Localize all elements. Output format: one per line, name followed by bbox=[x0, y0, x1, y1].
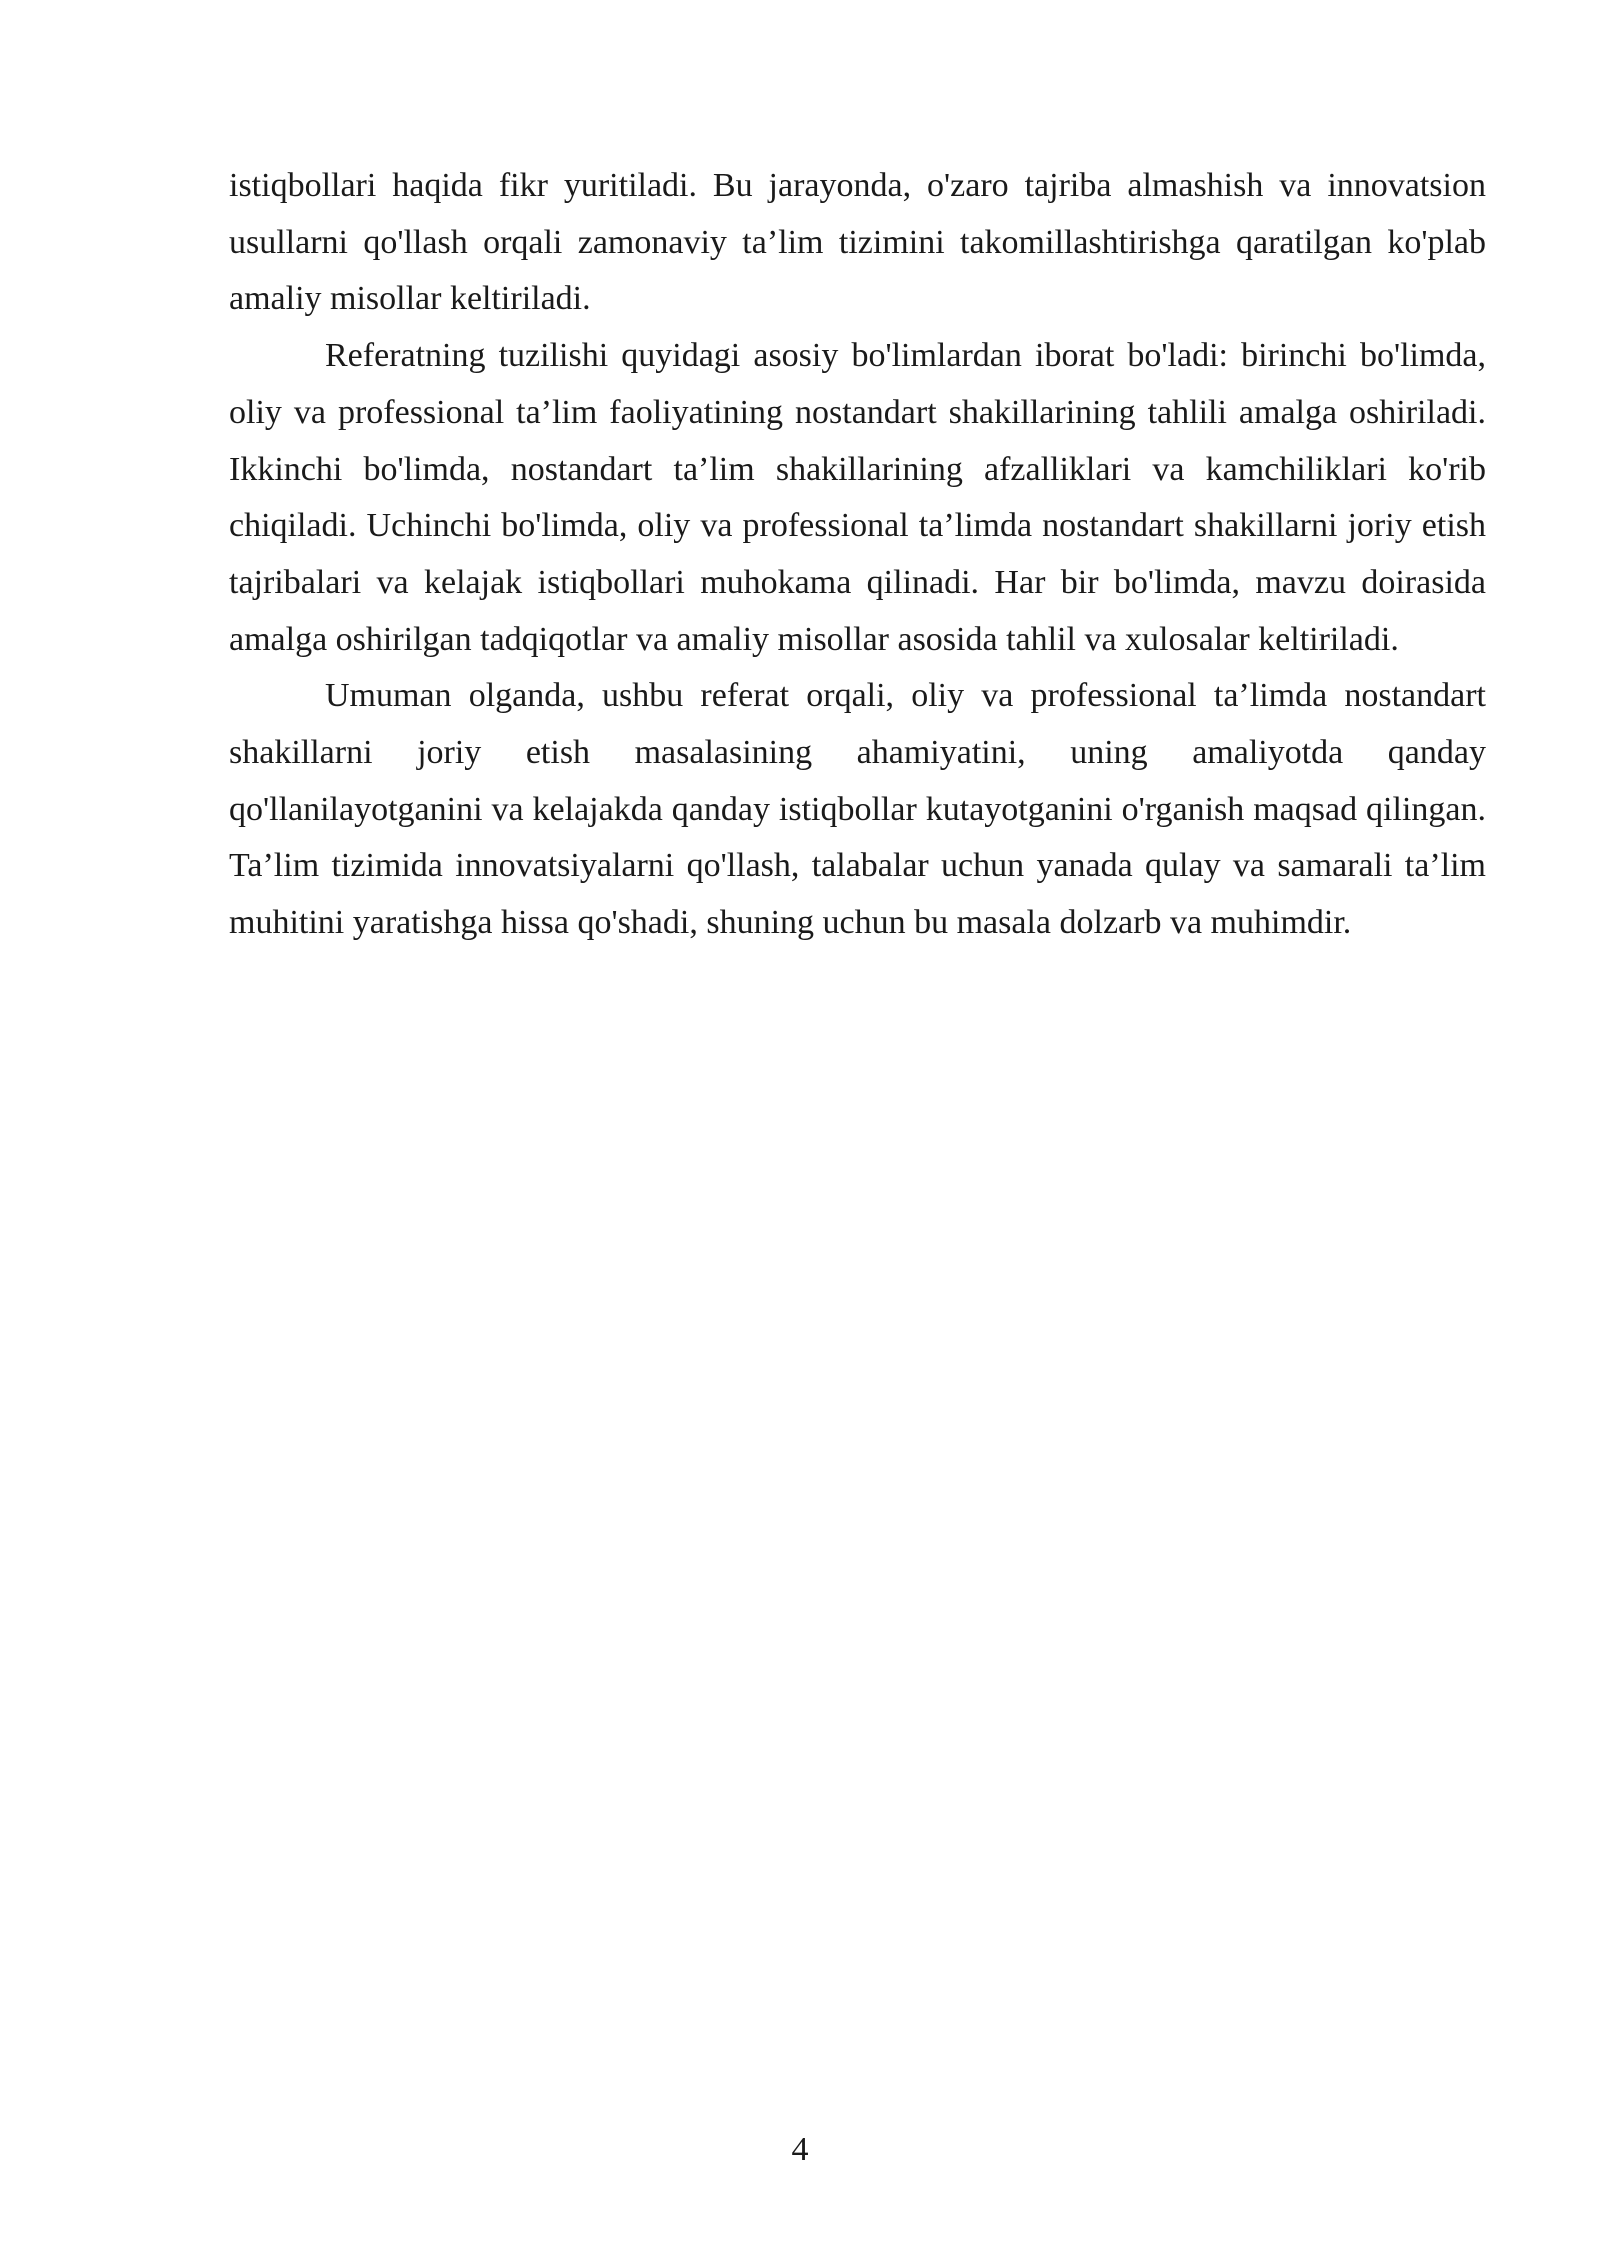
paragraph-continuation: istiqbollari haqida fikr yuritiladi. Bu jarayonda, o'zaro tajriba almashish va innovatsion usullarni qo'llash orqali zamonaviy ta’lim tizimini takomillashtirishga qaratilgan ko'plab amaliy misollar keltiriladi. bbox=[229, 167, 1486, 318]
document-body bbox=[229, 158, 1486, 952]
page-number: 4 bbox=[791, 2131, 809, 2168]
paragraph-structure: Referatning tuzilishi quyidagi asosiy bo'limlardan iborat bo'ladi: birinchi bo'limda, oliy va professional ta’lim faoliyatining nostandart shakillarining tahlili amalga oshiriladi. Ikkinchi bo'limda, nostandart ta’lim shakillarining afzalliklari va kamchiliklari ko'rib chiqiladi. Uchinchi bo'limda, oliy va professional ta’limda nostandart shakillarni joriy etish tajribalari va kelajak istiqbollari muhokama qilinadi. Har bir bo'limda, mavzu doirasida amalga oshirilgan tadqiqotlar va amaliy misollar asosida tahlil va xulosalar keltiriladi. bbox=[229, 337, 1486, 658]
paragraph-conclusion: Umuman olganda, ushbu referat orqali, oliy va professional ta’limda nostandart shakillarni joriy etish masalasining ahamiyatini, uning amaliyotda qanday qo'llanilayotganini va kelajakda qanday istiqbollar kutayotganini o'rganish maqsad qilingan. Ta’lim tizimida innovatsiyalarni qo'llash, talabalar uchun yanada qulay va samarali ta’lim muhitini yaratishga hissa qo'shadi, shuning uchun bu masala dolzarb va muhimdir. bbox=[229, 677, 1486, 942]
